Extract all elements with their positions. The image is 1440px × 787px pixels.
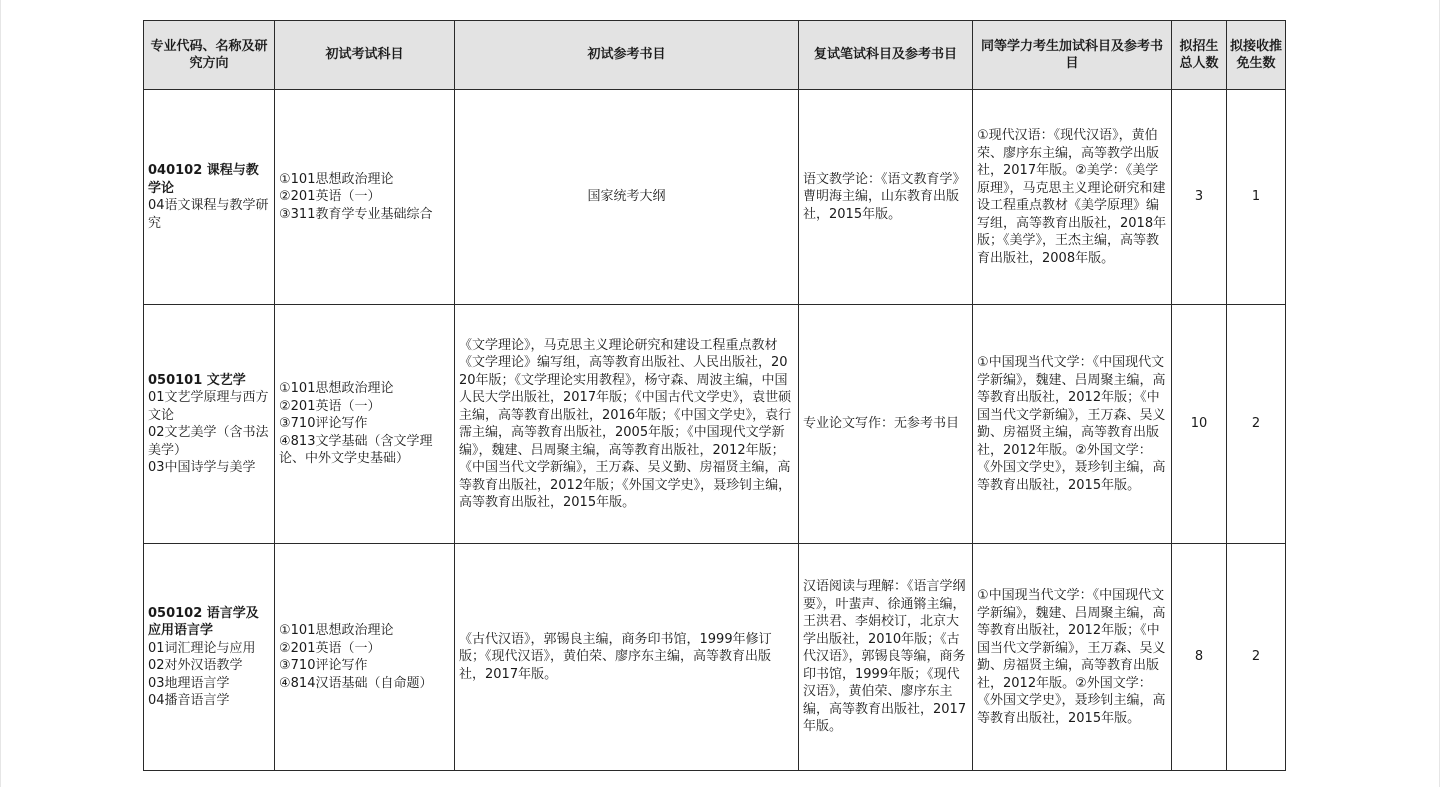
subject: ④814汉语基础（自命题） — [279, 675, 433, 691]
header-exempt: 拟接收推免生数 — [1227, 21, 1286, 90]
direction: 04播音语言学 — [148, 693, 230, 708]
direction: 04语文课程与教学研究 — [148, 198, 269, 231]
table-row — [144, 305, 1286, 544]
direction: 02对外汉语教学 — [148, 658, 243, 673]
major-title: 050102 语言学及应用语言学 — [148, 605, 259, 638]
header-initial-subjects: 初试考试科目 — [275, 21, 455, 90]
admissions-table — [143, 20, 1286, 771]
total-cell: 3 — [1172, 90, 1227, 305]
major-cell — [144, 90, 275, 305]
table-row — [144, 544, 1286, 771]
retest-cell: 专业论文写作：无参考书目 — [799, 305, 973, 544]
subject: ②201英语（一） — [279, 640, 381, 656]
equivalent-cell: ①中国现当代文学：《中国现代文学新编》，魏建、吕周聚主编，高等教育出版社，2012年版；《中国当代文学新编》，王万森、吴义勤、房福贤主编，高等教育出版社，2012年版。②外国文学：《外国文学史》，聂珍钊主编，高等教育出版社，2015年版。 — [973, 305, 1172, 544]
retest-cell: 语文教学论：《语文教育学》曹明海主编，山东教育出版社，2015年版。 — [799, 90, 973, 305]
subject: ②201英语（一） — [279, 189, 381, 205]
header-row — [144, 21, 1286, 90]
major-title: 040102 课程与教学论 — [148, 163, 259, 196]
books-cell: 《文学理论》，马克思主义理论研究和建设工程重点教材《文学理论》编写组，高等教育出版社、人民出版社，2020年版；《文学理论实用教程》，杨守森、周波主编，中国人民大学出版社，2017年版；《中国古代文学史》，袁世硕主编，高等教育出版社，2016年版；《中国文学史》，袁行霈主编，高等教育出版社，2005年版；《中国现代文学新编》，魏建、吕周聚主编，高等教育出版社，2012年版；《中国当代文学新编》，王万森、吴义勤、房福贤主编，高等教育出版社，2012年版；《外国文学史》，聂珍钊主编，高等教育出版社，2015年版。 — [455, 305, 799, 544]
direction: 01词汇理论与应用 — [148, 640, 256, 656]
subject: ③710评论写作 — [279, 416, 368, 432]
equivalent-cell: ①现代汉语：《现代汉语》，黄伯荣、廖序东主编，高等教学出版社，2017年版。②美学：《美学原理》，马克思主义理论研究和建设工程重点教材《美学原理》编写组，高等教育出版社，2018年版；《美学》，王杰主编，高等教育出版社，2008年版。 — [973, 90, 1172, 305]
subject: ③710评论写作 — [279, 658, 368, 673]
major-cell — [144, 305, 275, 544]
subject: ③311教育学专业基础综合 — [279, 206, 433, 222]
direction: 03地理语言学 — [148, 675, 230, 691]
exempt-cell: 2 — [1227, 305, 1286, 544]
total-cell: 8 — [1172, 544, 1227, 771]
subjects-cell — [275, 90, 455, 305]
header-total: 拟招生总人数 — [1172, 21, 1227, 90]
retest-cell: 汉语阅读与理解：《语言学纲要》，叶蜚声、徐通锵主编，王洪君、李娟校订，北京大学出版社，2010年版；《古代汉语》，郭锡良等编，商务印书馆，1999年版；《现代汉语》，黄伯荣、廖序东主编，高等教育出版社，2017年版。 — [799, 544, 973, 771]
header-major-code: 专业代码、名称及研究方向 — [144, 21, 275, 90]
exempt-cell: 1 — [1227, 90, 1286, 305]
major-cell — [144, 544, 275, 771]
direction: 02文艺美学（含书法美学） — [148, 425, 269, 458]
table-row — [144, 90, 1286, 305]
exempt-cell: 2 — [1227, 544, 1286, 771]
subject: ①101思想政治理论 — [279, 381, 394, 397]
subject: ①101思想政治理论 — [279, 171, 394, 187]
subject: ①101思想政治理论 — [279, 623, 394, 638]
header-retest: 复试笔试科目及参考书目 — [799, 21, 973, 90]
total-cell: 10 — [1172, 305, 1227, 544]
subjects-cell — [275, 305, 455, 544]
subject: ④813文学基础（含文学理论、中外文学史基础） — [279, 433, 433, 467]
major-title: 050101 文艺学 — [148, 372, 246, 388]
subjects-cell — [275, 544, 455, 771]
header-initial-books: 初试参考书目 — [455, 21, 799, 90]
subject: ②201英语（一） — [279, 398, 381, 414]
direction: 03中国诗学与美学 — [148, 460, 256, 475]
equivalent-cell: ①中国现当代文学：《中国现代文学新编》，魏建、吕周聚主编，高等教育出版社，2012年版；《中国当代文学新编》，王万森、吴义勤、房福贤主编，高等教育出版社，2012年版。②外国文学：《外国文学史》，聂珍钊主编，高等教育出版社，2015年版。 — [973, 544, 1172, 771]
books-cell: 国家统考大纲 — [455, 90, 799, 305]
direction: 01文艺学原理与西方文论 — [148, 390, 269, 423]
header-equivalent: 同等学力考生加试科目及参考书目 — [973, 21, 1172, 90]
books-cell: 《古代汉语》，郭锡良主编，商务印书馆，1999年修订版；《现代汉语》，黄伯荣、廖序东主编，高等教育出版社，2017年版。 — [455, 544, 799, 771]
